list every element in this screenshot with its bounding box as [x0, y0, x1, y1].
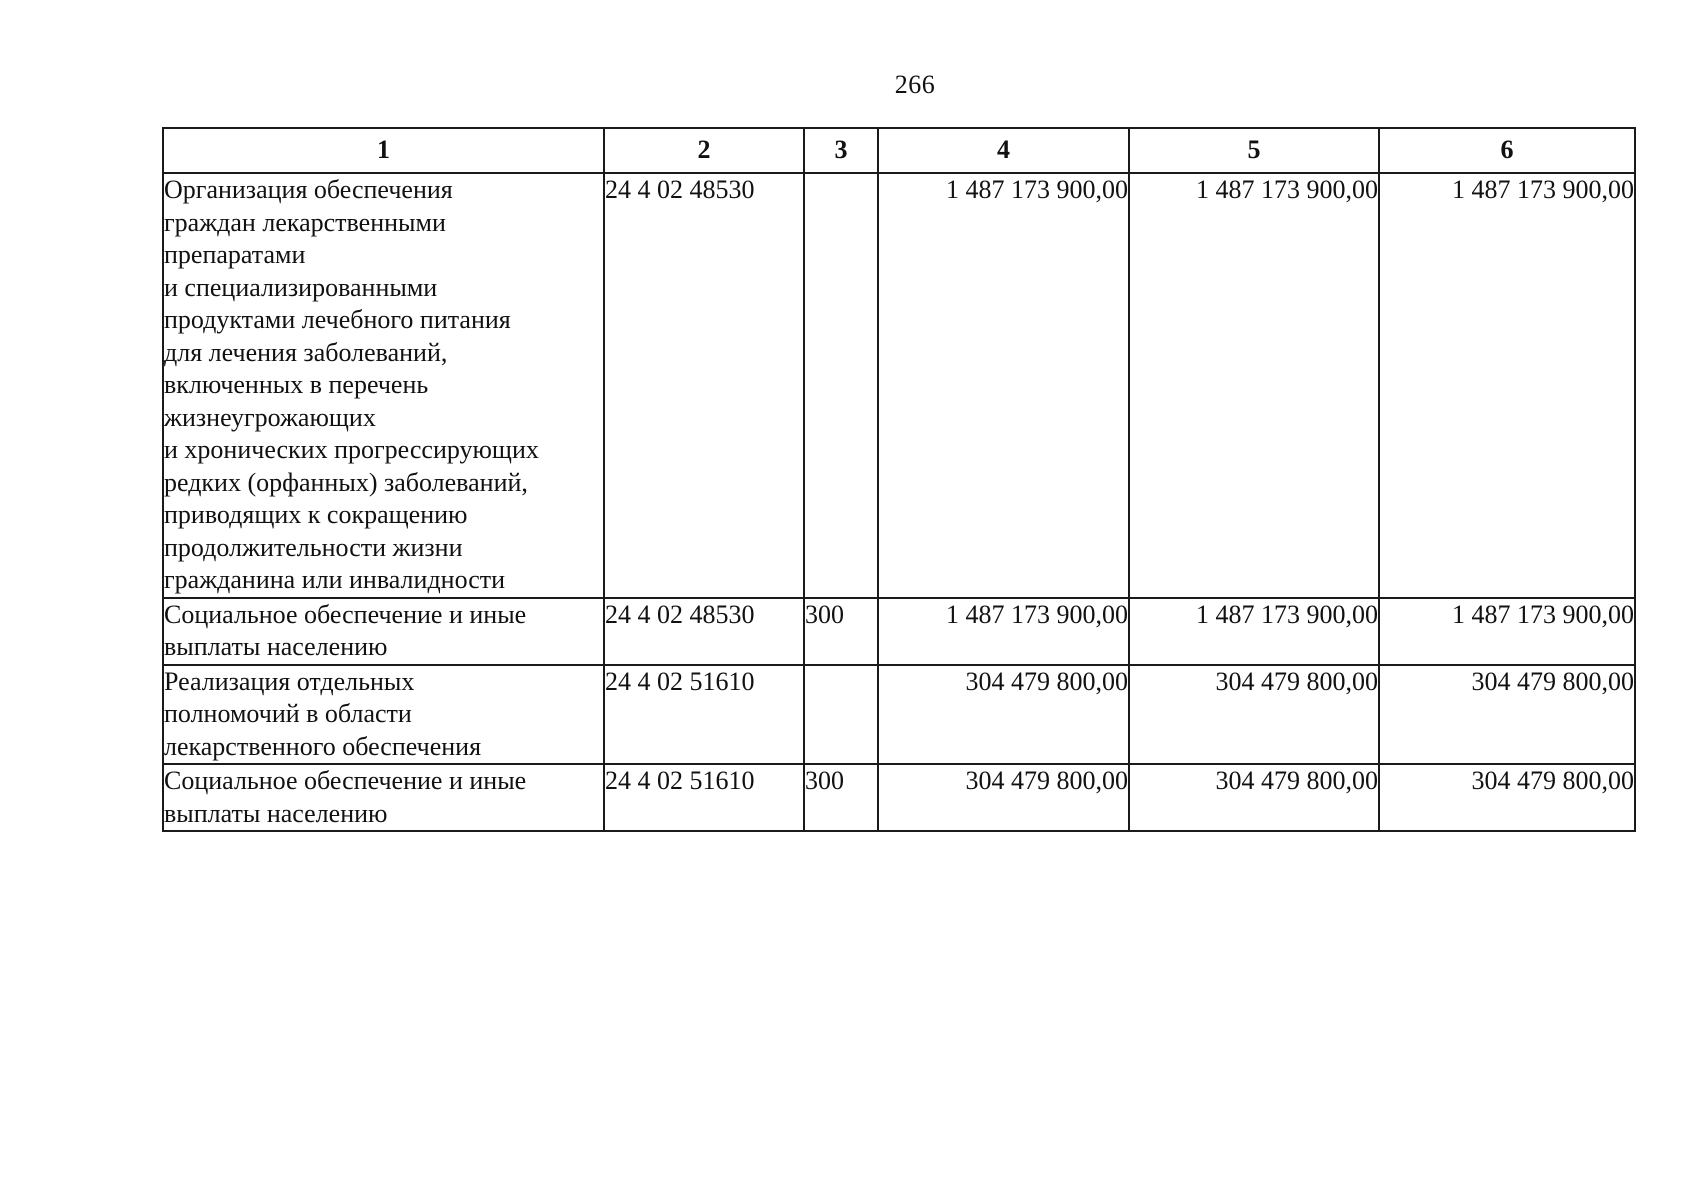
row-code-cell: 24 4 02 51610 — [604, 665, 804, 765]
row-name-cell — [163, 173, 604, 598]
row-name-line: выплаты населению — [164, 632, 388, 661]
row-amount-col5-cell: 304 479 800,00 — [1129, 665, 1379, 765]
row-name-line: полномочий в области — [164, 699, 412, 728]
row-name-line: включенных в перечень — [164, 370, 429, 399]
table-header — [163, 128, 1635, 173]
row-amount-col5-cell: 1 487 173 900,00 — [1129, 173, 1379, 598]
row-name-line: препаратами — [164, 240, 306, 269]
row-code-cell: 24 4 02 48530 — [604, 173, 804, 598]
table-row — [163, 173, 1635, 598]
row-amount-col4-cell: 1 487 173 900,00 — [878, 173, 1129, 598]
column-header: 6 — [1379, 128, 1635, 173]
table-row — [163, 598, 1635, 665]
column-header: 5 — [1129, 128, 1379, 173]
row-amount-col6-cell: 1 487 173 900,00 — [1379, 598, 1635, 665]
row-name-line: и хронических прогрессирующих — [164, 435, 539, 464]
row-expense-type-cell: 300 — [804, 764, 878, 831]
row-name-line: приводящих к сокращению — [164, 500, 468, 529]
row-amount-col6-cell: 304 479 800,00 — [1379, 665, 1635, 765]
budget-table — [162, 127, 1636, 832]
row-name-line: Социальное обеспечение и иные — [164, 766, 527, 795]
row-name-line: гражданина или инвалидности — [164, 565, 506, 594]
header-row — [163, 128, 1635, 173]
row-name-line: граждан лекарственными — [164, 207, 446, 237]
row-name-line: продолжительности жизни — [164, 532, 463, 562]
row-amount-col5-cell: 304 479 800,00 — [1129, 764, 1379, 831]
page-number: 266 — [894, 70, 936, 99]
row-expense-type-cell — [804, 665, 878, 765]
row-name-line: лекарственного обеспечения — [164, 731, 482, 761]
row-name-line: и специализированными — [164, 272, 438, 302]
row-amount-col6-cell: 1 487 173 900,00 — [1379, 173, 1635, 598]
table-row — [163, 665, 1635, 765]
row-name-line: жизнеугрожающих — [164, 402, 376, 432]
row-name-line: выплаты населению — [164, 798, 388, 828]
row-amount-col4-cell: 1 487 173 900,00 — [878, 598, 1129, 665]
table-body — [163, 173, 1635, 831]
row-expense-type-cell: 300 — [804, 598, 878, 665]
row-amount-col5-cell: 1 487 173 900,00 — [1129, 598, 1379, 665]
row-name-line: для лечения заболеваний, — [164, 337, 448, 367]
column-header: 2 — [604, 128, 804, 173]
row-name-line: редких (орфанных) заболеваний, — [164, 467, 528, 497]
row-name-line: продуктами лечебного питания — [164, 305, 511, 334]
row-name-cell — [163, 764, 604, 831]
row-expense-type-cell — [804, 173, 878, 598]
row-name-cell — [163, 665, 604, 765]
row-name-line: Реализация отдельных — [164, 666, 415, 696]
table-row — [163, 764, 1635, 831]
column-header: 4 — [878, 128, 1129, 173]
row-name-line: Социальное обеспечение и иные — [164, 599, 527, 629]
row-name-line: Организация обеспечения — [164, 175, 453, 204]
row-name-cell — [163, 598, 604, 665]
column-header: 1 — [163, 128, 604, 173]
row-amount-col4-cell: 304 479 800,00 — [878, 665, 1129, 765]
row-amount-col6-cell: 304 479 800,00 — [1379, 764, 1635, 831]
row-amount-col4-cell: 304 479 800,00 — [878, 764, 1129, 831]
row-code-cell: 24 4 02 48530 — [604, 598, 804, 665]
column-header: 3 — [804, 128, 878, 173]
row-code-cell: 24 4 02 51610 — [604, 764, 804, 831]
